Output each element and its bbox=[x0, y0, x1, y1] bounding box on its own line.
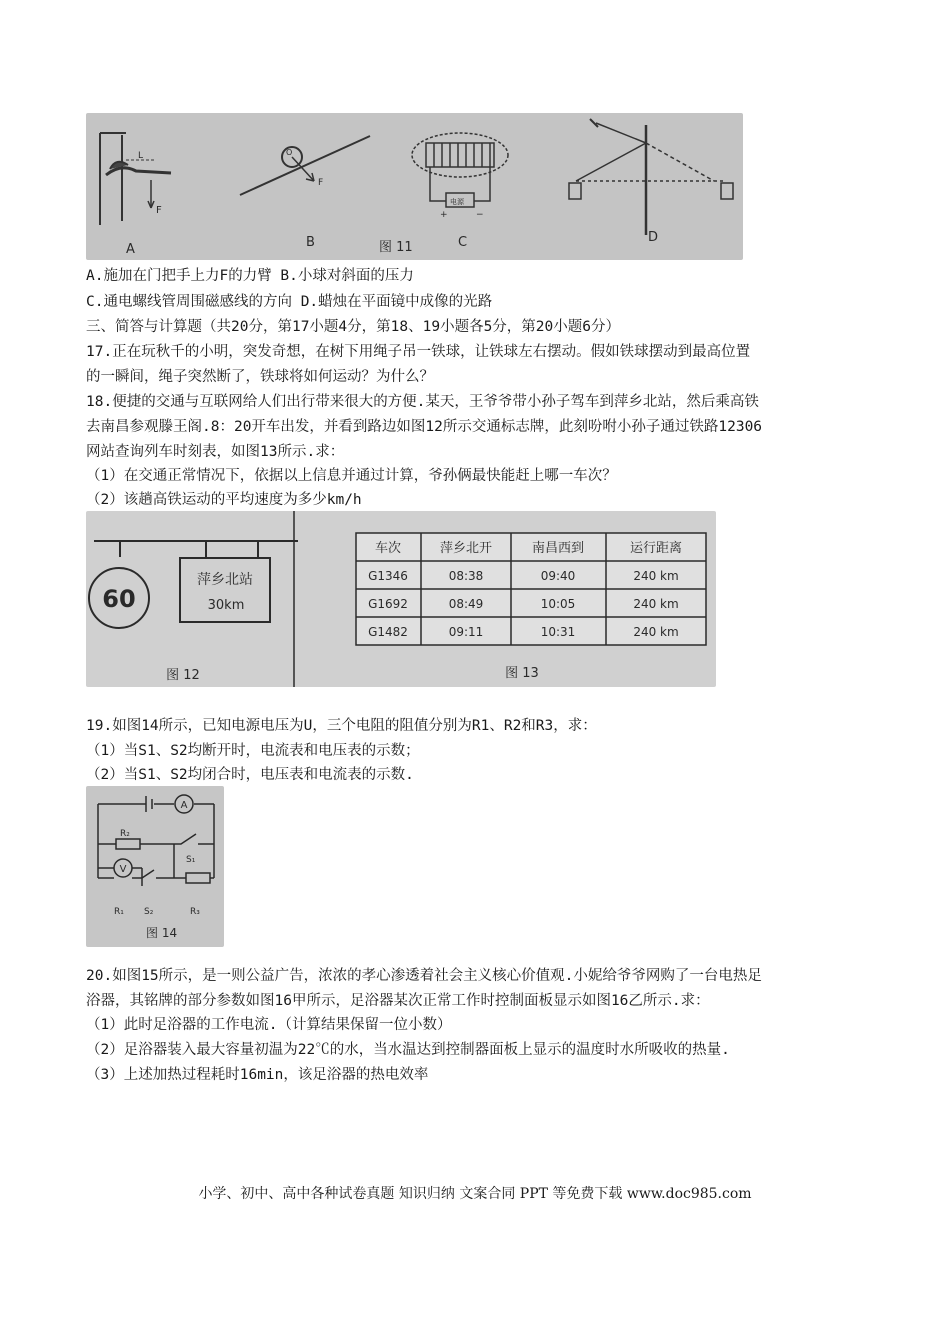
fig13-caption: 图 13 bbox=[505, 666, 539, 681]
fig11-l-label: L bbox=[138, 151, 144, 161]
figure-11-diagram bbox=[86, 113, 743, 260]
q18-line1: 18.便捷的交通与互联网给人们出行带来很大的方便.某天，王爷爷带小孙子驾车到萍乡北站，然后乘高铁 bbox=[86, 394, 759, 410]
figure-14-circuit bbox=[86, 786, 224, 947]
fig12-speed-limit: 60 bbox=[102, 585, 136, 613]
page-footer: 小学、初中、高中各种试卷真题 知识归纳 文案合同 PPT 等免费下载 www.doc985.com bbox=[198, 1186, 752, 1202]
fig11-label-a: A bbox=[126, 242, 135, 257]
q16-options-line2: C.通电螺线管周围磁感线的方向 D.蜡烛在平面镜中成像的光路 bbox=[86, 294, 493, 310]
fig11-label-c: C bbox=[458, 235, 468, 250]
fig14-r3: R₃ bbox=[190, 907, 200, 917]
q20-line2: 浴器，其铭牌的部分参数如图16甲所示，足浴器某次正常工作时控制面板显示如图16乙所示.求： bbox=[86, 993, 710, 1009]
fig14-ammeter: A bbox=[180, 800, 188, 811]
q18-part1: （1）在交通正常情况下，依据以上信息并通过计算，爷孙俩最快能赶上哪一车次？ bbox=[86, 468, 617, 484]
fig14-r1: R₁ bbox=[114, 907, 124, 917]
fig14-caption: 图 14 bbox=[146, 926, 178, 940]
fig13-table-cell: 10:31 bbox=[540, 625, 576, 639]
q20-part2: （2）足浴器装入最大容量初温为22℃的水，当水温达到控制器面板上显示的温度时水所吸收的热量. bbox=[86, 1042, 730, 1058]
fig13-header-cell: 车次 bbox=[374, 541, 402, 556]
fig13-table-cell: G1692 bbox=[368, 597, 408, 611]
fig13-table-cell: 10:05 bbox=[540, 597, 576, 611]
q18-line2: 去南昌参观滕王阁.8：20开车出发，并看到路边如图12所示交通标志牌，此刻吩咐小孙子通过铁路12306 bbox=[86, 419, 763, 435]
q17-line2: 的一瞬间，绳子突然断了，铁球将如何运动？为什么？ bbox=[86, 369, 434, 385]
q18-line3: 网站查询列车时刻表，如图13所示.求： bbox=[86, 444, 345, 460]
figure-12-13-diagram bbox=[86, 511, 716, 687]
fig12-station: 萍乡北站 bbox=[197, 572, 253, 588]
section3-heading: 三、简答与计算题（共20分，第17小题4分，第18、19小题各5分，第20小题6分） bbox=[86, 319, 620, 335]
figure-12-13-photo bbox=[86, 511, 716, 687]
q18-part2: （2）该趟高铁运动的平均速度为多少km/h bbox=[86, 492, 362, 508]
fig11-o-label: O bbox=[286, 148, 293, 157]
q19-line1: 19.如图14所示，已知电源电压为U，三个电阻的阻值分别为R1、R2和R3，求： bbox=[86, 718, 597, 734]
fig13-header-cell: 南昌西到 bbox=[531, 541, 585, 556]
fig13-table-cell: 240 km bbox=[633, 625, 679, 639]
fig12-caption: 图 12 bbox=[166, 668, 200, 683]
q17-line1: 17.正在玩秋千的小明，突发奇想，在树下用绳子吊一铁球，让铁球左右摆动。假如铁球摆动到最高位置 bbox=[86, 344, 751, 360]
fig13-table-cell: G1346 bbox=[368, 569, 408, 583]
fig11-plus: + bbox=[440, 210, 448, 220]
fig13-table-cell: 08:49 bbox=[448, 597, 484, 611]
fig14-r2: R₂ bbox=[120, 829, 130, 839]
fig11-b-f-label: F bbox=[318, 178, 324, 188]
fig11-caption: 图 11 bbox=[379, 240, 413, 255]
q20-line1: 20.如图15所示，是一则公益广告，浓浓的孝心渗透着社会主义核心价值观.小妮给爷爷网购了一台电热足 bbox=[86, 968, 762, 984]
fig13-table-cell: 240 km bbox=[633, 569, 679, 583]
figure-11-photo bbox=[86, 113, 743, 260]
fig11-f-label: F bbox=[156, 205, 162, 216]
fig11-minus: − bbox=[476, 210, 484, 220]
fig13-header-cell: 运行距离 bbox=[629, 541, 683, 556]
fig12-distance: 30km bbox=[207, 598, 245, 613]
q20-part3: （3）上述加热过程耗时16min，该足浴器的热电效率 bbox=[86, 1067, 429, 1083]
q20-part1: （1）此时足浴器的工作电流.（计算结果保留一位小数） bbox=[86, 1017, 452, 1033]
q19-part2: （2）当S1、S2均闭合时，电压表和电流表的示数. bbox=[86, 767, 414, 783]
fig11-power-label: 电源 bbox=[450, 198, 464, 206]
fig14-s1: S₁ bbox=[186, 855, 196, 865]
q16-options-line1: A.施加在门把手上力F的力臂 B.小球对斜面的压力 bbox=[86, 268, 414, 284]
q19-part1: （1）当S1、S2均断开时，电流表和电压表的示数； bbox=[86, 743, 420, 759]
fig11-label-b: B bbox=[306, 235, 315, 250]
fig13-table-cell: 240 km bbox=[633, 597, 679, 611]
fig14-voltmeter: V bbox=[119, 864, 127, 875]
fig13-header-cell: 萍乡北开 bbox=[439, 541, 493, 556]
fig14-s2: S₂ bbox=[144, 907, 154, 917]
fig11-label-d: D bbox=[648, 230, 659, 245]
fig13-table-cell: 09:11 bbox=[448, 625, 484, 639]
fig13-table-cell: G1482 bbox=[368, 625, 408, 639]
figure-14-photo bbox=[86, 786, 224, 947]
fig13-table-cell: 08:38 bbox=[448, 569, 484, 583]
fig13-table-cell: 09:40 bbox=[540, 569, 576, 583]
